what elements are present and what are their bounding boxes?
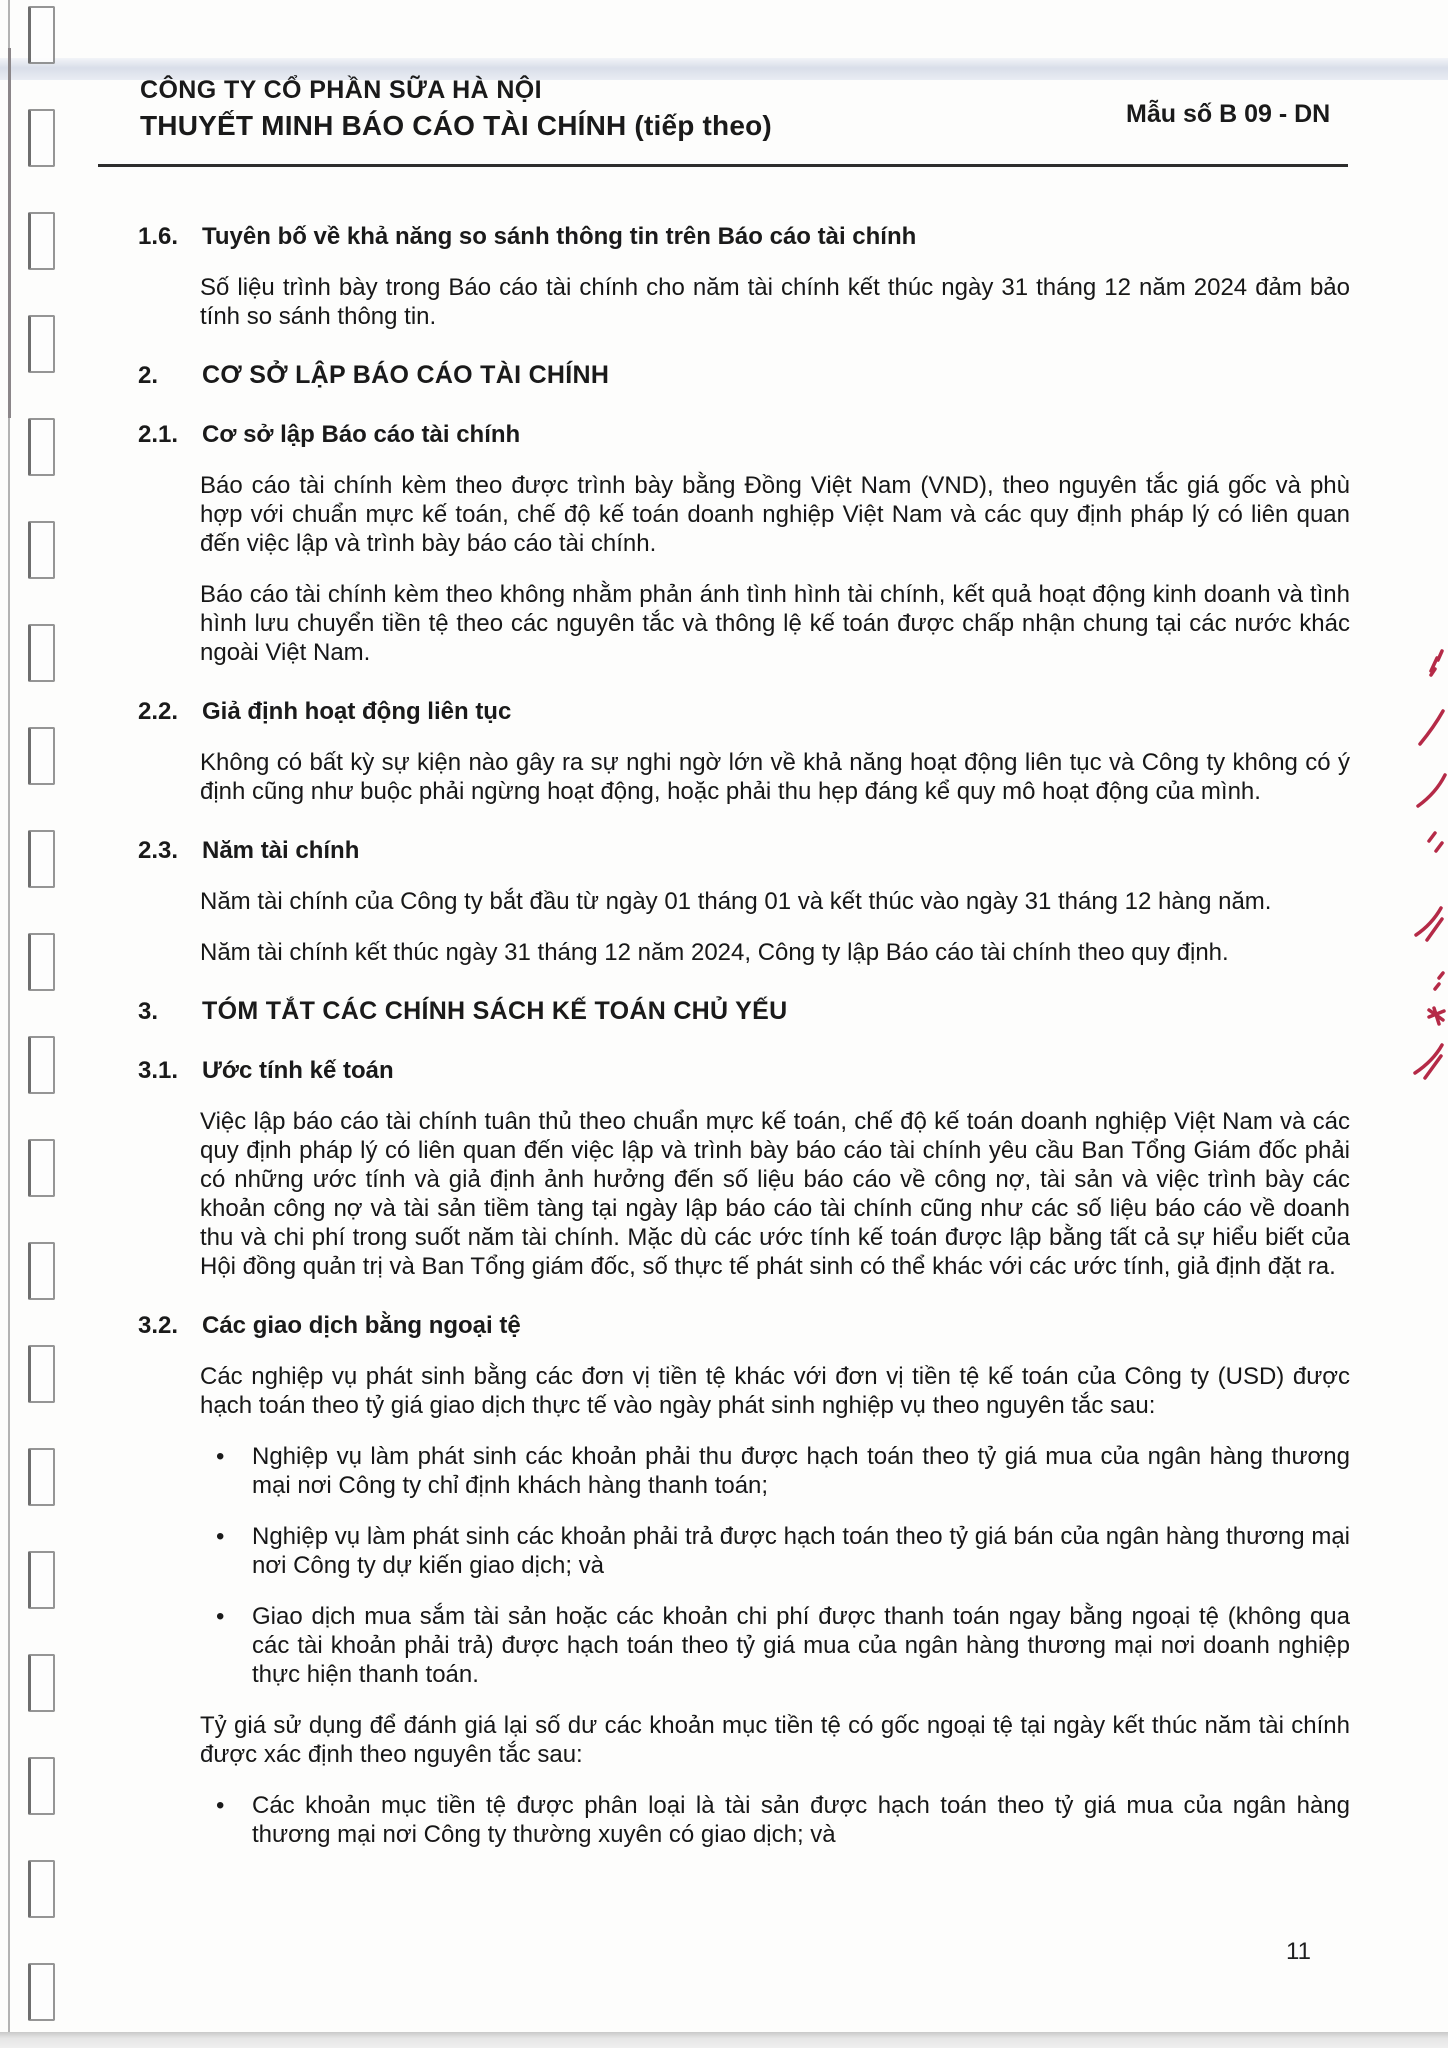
bullet-icon: • (216, 1603, 225, 1630)
binding-hole (28, 727, 55, 785)
page-header (140, 76, 772, 142)
binding-hole (28, 212, 55, 270)
binding-hole (28, 1757, 55, 1815)
section-number: 2.2. (138, 698, 179, 725)
section-title: Cơ sở lập Báo cáo tài chính (202, 421, 521, 448)
bullet-text: Nghiệp vụ làm phát sinh các khoản phải trả được hạch toán theo tỷ giá bán của ngân hàng thương mại nơi Công ty dự kiến giao dịch; và (252, 1523, 1350, 1579)
binding-hole (28, 1654, 55, 1712)
header-divider (98, 164, 1348, 167)
binding-hole (28, 418, 55, 476)
section-number: 1.6. (138, 223, 179, 250)
section-heading (138, 697, 1350, 726)
paragraph: Báo cáo tài chính kèm theo được trình bày bằng Đồng Việt Nam (VND), theo nguyên tắc giá gốc và phù hợp với chuẩn mực kế toán, chế độ kế toán doanh nghiệp Việt Nam và các quy định pháp lý có liên quan đến việc lập và trình bày báo cáo tài chính. (200, 472, 1350, 557)
bullet-text: Các khoản mục tiền tệ được phân loại là tài sản được hạch toán theo tỷ giá mua của ngân hàng thương mại nơi Công ty thường xuyên có giao dịch; và (252, 1792, 1350, 1848)
section-number: 2.3. (138, 837, 179, 864)
section-heading (138, 1056, 1350, 1085)
bullet-item (216, 1442, 1350, 1500)
bullet-item (216, 1791, 1350, 1849)
binding-hole (28, 6, 55, 64)
paragraph: Báo cáo tài chính kèm theo không nhằm phản ánh tình hình tài chính, kết quả hoạt động kinh doanh và tình hình lưu chuyển tiền tệ theo các nguyên tắc và thông lệ kế toán được chấp nhận chung tại các nước khác ngoài Việt Nam. (200, 581, 1350, 666)
section-number: 3.2. (138, 1312, 179, 1339)
section-heading (138, 836, 1350, 865)
binding-holes-column (28, 0, 58, 2048)
paragraph: Tỷ giá sử dụng để đánh giá lại số dư các khoản mục tiền tệ có gốc ngoại tệ tại ngày kết thúc năm tài chính được xác định theo nguyên tắc sau: (200, 1712, 1350, 1768)
scan-bottom-band (0, 2032, 1448, 2048)
binding-hole (28, 830, 55, 888)
binding-hole (28, 521, 55, 579)
binding-hole (28, 1448, 55, 1506)
scan-edge-shadow (8, 48, 11, 418)
binding-hole (28, 1139, 55, 1197)
paragraph: Số liệu trình bày trong Báo cáo tài chính cho năm tài chính kết thúc ngày 31 tháng 12 năm 2024 đảm bảo tính so sánh thông tin. (200, 274, 1350, 330)
document-title: THUYẾT MINH BÁO CÁO TÀI CHÍNH (tiếp theo) (140, 110, 772, 141)
section-title: Tuyên bố về khả năng so sánh thông tin trên Báo cáo tài chính (202, 223, 917, 250)
document-body (138, 222, 1350, 1849)
section-title: Giả định hoạt động liên tục (202, 698, 512, 725)
section-title: Ước tính kế toán (202, 1057, 394, 1084)
section-title: Các giao dịch bằng ngoại tệ (202, 1312, 521, 1339)
section-title: Năm tài chính (202, 837, 360, 864)
binding-hole (28, 315, 55, 373)
binding-hole (28, 1963, 55, 2021)
binding-hole (28, 1860, 55, 1918)
red-pen-marks-icon (1406, 648, 1448, 1088)
section-number: 2. (138, 362, 159, 389)
paragraph: Các nghiệp vụ phát sinh bằng các đơn vị tiền tệ khác với đơn vị tiền tệ kế toán của Công ty (USD) được hạch toán theo tỷ giá giao dịch thực tế vào ngày phát sinh nghiệp vụ theo nguyên tắc sau: (200, 1363, 1350, 1419)
paragraph: Năm tài chính kết thúc ngày 31 tháng 12 năm 2024, Công ty lập Báo cáo tài chính theo quy định. (200, 939, 1229, 966)
section-title: CƠ SỞ LẬP BÁO CÁO TÀI CHÍNH (202, 361, 610, 389)
paragraph: Năm tài chính của Công ty bắt đầu từ ngày 01 tháng 01 và kết thúc vào ngày 31 tháng 12 hàng năm. (200, 888, 1272, 915)
section-heading (138, 997, 1350, 1026)
binding-hole (28, 1242, 55, 1300)
bullet-text: Nghiệp vụ làm phát sinh các khoản phải thu được hạch toán theo tỷ giá mua của ngân hàng thương mại nơi Công ty chỉ định khách hàng thanh toán; (252, 1443, 1350, 1499)
section-heading (138, 222, 1350, 251)
bullet-icon: • (216, 1523, 225, 1550)
paragraph: Việc lập báo cáo tài chính tuân thủ theo chuẩn mực kế toán, chế độ kế toán doanh nghiệp Việt Nam và các quy định pháp lý có liên quan đến việc lập và trình bày báo cáo tài chính yêu cầu Ban Tổng Giám đốc phải có những ước tính và giả định ảnh hưởng đến số liệu báo cáo về công nợ, tài sản và việc trình bày các khoản công nợ và tài sản tiềm tàng tại ngày lập báo cáo tài chính cũng như các số liệu báo cáo về doanh thu và chi phí trong suốt năm tài chính. Mặc dù các ước tính kế toán được lập bằng tất cả sự hiểu biết của Hội đồng quản trị và Ban Tổng giám đốc, số thực tế phát sinh có thể khác với các ước tính, giả định đặt ra. (200, 1108, 1350, 1280)
binding-hole (28, 1345, 55, 1403)
bullet-icon: • (216, 1792, 225, 1819)
binding-hole (28, 1036, 55, 1094)
binding-hole (28, 1551, 55, 1609)
bullet-icon: • (216, 1443, 225, 1470)
section-heading (138, 361, 1350, 390)
page-number: 11 (1286, 1938, 1311, 1965)
section-number: 3. (138, 998, 159, 1025)
bullet-item (216, 1602, 1350, 1689)
section-title: TÓM TẮT CÁC CHÍNH SÁCH KẾ TOÁN CHỦ YẾU (202, 997, 788, 1025)
section-heading (138, 1311, 1350, 1340)
section-number: 3.1. (138, 1057, 179, 1084)
binding-hole (28, 933, 55, 991)
form-number-label: Mẫu số B 09 - DN (1126, 100, 1331, 128)
binding-hole (28, 109, 55, 167)
bullet-item (216, 1522, 1350, 1580)
section-number: 2.1. (138, 421, 179, 448)
bullet-text: Giao dịch mua sắm tài sản hoặc các khoản chi phí được thanh toán ngay bằng ngoại tệ (không qua các tài khoản phải trả) được hạch toán theo tỷ giá mua của ngân hàng thương mại nơi doanh nghiệp thực hiện thanh toán. (252, 1603, 1350, 1688)
company-name: CÔNG TY CỔ PHẦN SỮA HÀ NỘI (140, 76, 543, 104)
binding-hole (28, 624, 55, 682)
paragraph: Không có bất kỳ sự kiện nào gây ra sự nghi ngờ lớn về khả năng hoạt động liên tục và Công ty không có ý định cũng như buộc phải ngừng hoạt động, hoặc phải thu hẹp đáng kể quy mô hoạt động của mình. (200, 749, 1350, 805)
section-heading (138, 420, 1350, 449)
